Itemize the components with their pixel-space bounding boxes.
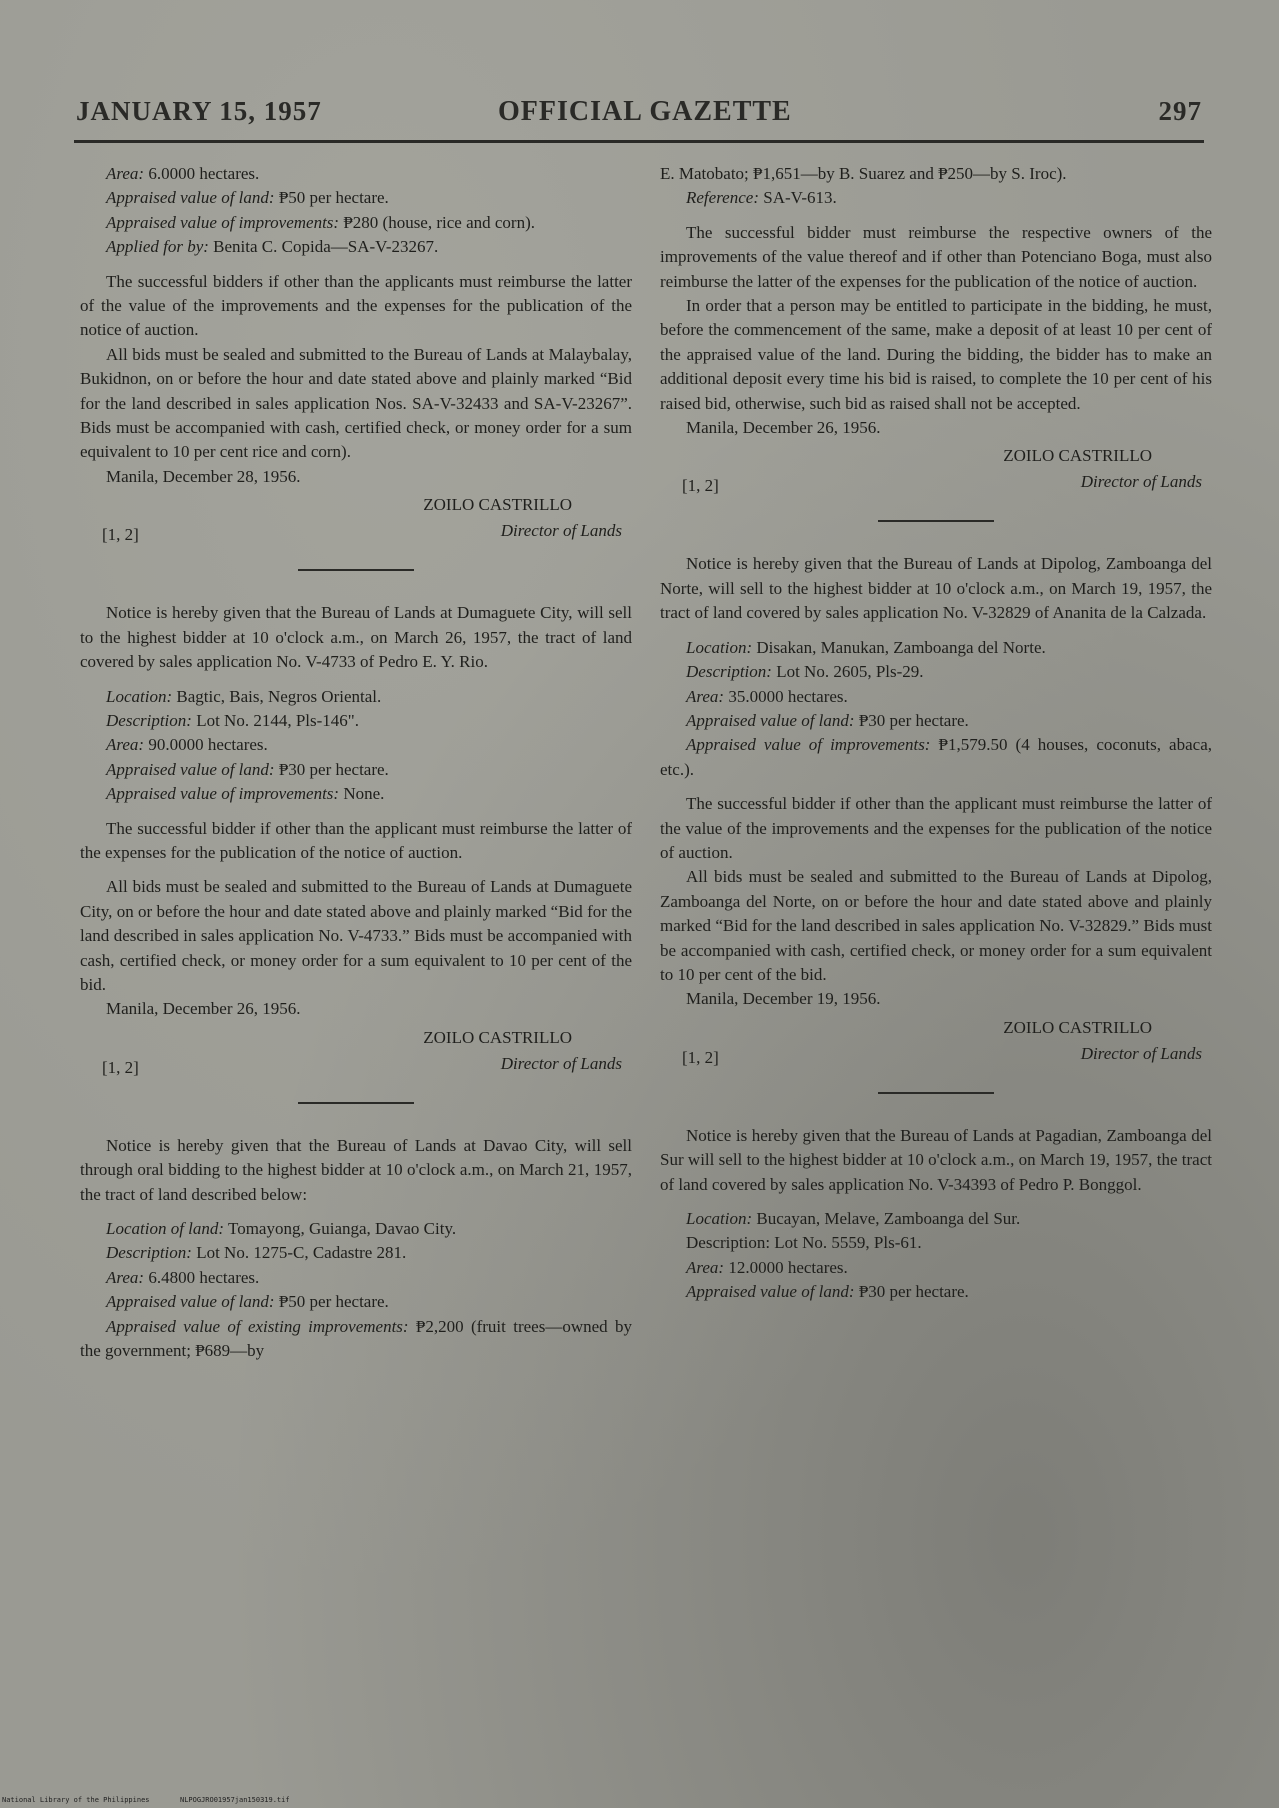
signature-block	[660, 1016, 1212, 1074]
reimburse-paragraph: The successful bidder if other than the applicant must reimburse the latter of the expenses for the publication of the notice of auction.	[80, 818, 632, 862]
land-value-line: Appraised value of land: ₱30 per hectare.	[106, 759, 389, 779]
reference-number: [1, 2]	[102, 525, 139, 545]
description-line: Description: Lot No. 2144, Pls-146".	[106, 710, 359, 730]
notice-separator	[298, 569, 414, 571]
signatory-title: Director of Lands	[500, 521, 622, 541]
location-line: Location: Bucayan, Melave, Zamboanga del Sur.	[686, 1209, 1021, 1228]
reference-number: [1, 2]	[682, 476, 719, 496]
bids-paragraph: All bids must be sealed and submitted to the Bureau of Lands at Dipolog, Zamboanga del Norte, on or before the hour and date stated above and plainly marked “Bid for the land described in sales application No. V-32829.” Bids must be accompanied with cash, certified check, or money order for a sum equivalent to 10 per cent of the bid.	[660, 867, 1212, 984]
signatory-name: ZOILO CASTRILLO	[423, 1027, 572, 1047]
notice-davao	[80, 1134, 632, 1364]
improvements-continued: E. Matobato; ₱1,651—by B. Suarez and ₱250—by S. Iroc).	[660, 164, 1067, 183]
improvements-value-line: Appraised value of improvements: ₱1,579.50 (4 houses, coconuts, abaca, etc.).	[660, 735, 1212, 779]
notice-pagadian	[660, 1124, 1212, 1305]
notice-intro: Notice is hereby given that the Bureau of Lands at Dumaguete City, will sell to the highest bidder at 10 o'clock a.m., on March 26, 1957, the tract of land covered by sales application No. V-4733 of Pedro E. Y. Rio.	[80, 603, 632, 672]
reference-number: [1, 2]	[102, 1057, 139, 1077]
description-line: Description: Lot No. 5559, Pls-61.	[686, 1233, 922, 1253]
notice-separator	[878, 1092, 994, 1094]
improvements-value-line: Appraised value of improvements: ₱280 (house, rice and corn).	[106, 212, 535, 232]
notice-malaybalay-continued	[80, 162, 632, 551]
signatory-title: Director of Lands	[500, 1053, 622, 1073]
deposit-paragraph: In order that a person may be entitled to participate in the bidding, he must, before the commencement of the same, make a deposit of at least 10 per cent of the appraised value of the land. During the bidding, the bidder has to make an additional deposit every time his bid is raised, to complete the 10 per cent of his raised bid, otherwise, such bid as raised shall not be accepted.	[660, 296, 1212, 413]
area-line: Area: 35.0000 hectares.	[686, 686, 848, 706]
bids-paragraph: All bids must be sealed and submitted to the Bureau of Lands at Malaybalay, Bukidnon, on or before the hour and date stated above and plainly marked “Bid for the land described in sales application Nos. SA-V-32433 and SA-V-23267”. Bids must be accompanied with cash, certified check, or money order for a sum equivalent to 10 per cent rice and corn).	[80, 344, 632, 462]
notice-dumaguete	[80, 601, 632, 1084]
signature-block	[80, 493, 632, 551]
notice-separator	[878, 520, 994, 522]
signatory-name: ZOILO CASTRILLO	[1003, 1017, 1152, 1037]
signatory-title: Director of Lands	[1080, 472, 1202, 492]
page-header	[76, 96, 1202, 140]
header-title: OFFICIAL GAZETTE	[498, 96, 792, 127]
reimburse-paragraph: The successful bidders if other than the applicants must reimburse the latter of the value of the improvements and the expenses for the publication of the notice of auction.	[80, 271, 632, 340]
signatory-name: ZOILO CASTRILLO	[1003, 446, 1152, 466]
description-line: Description: Lot No. 1275-C, Cadastre 281.	[106, 1243, 407, 1263]
reference-line: Reference: SA-V-613.	[686, 188, 837, 208]
header-rule	[74, 140, 1204, 143]
left-column	[80, 162, 632, 1762]
area-line: Area: 12.0000 hectares.	[686, 1257, 848, 1277]
land-value-line: Appraised value of land: ₱50 per hectare.	[106, 1292, 389, 1312]
notice-davao-continued	[660, 162, 1212, 502]
footer-library: National Library of the Philippines	[2, 1796, 150, 1804]
location-line: Location: Bagtic, Bais, Negros Oriental.	[106, 686, 382, 706]
bids-paragraph: All bids must be sealed and submitted to the Bureau of Lands at Dumaguete City, on or before the hour and date stated above and plainly marked “Bid for the land described in sales application No. V-4733.” Bids must be accompanied with cash, certified check, or money order for a sum equivalent to 10 per cent of the bid.	[80, 877, 632, 994]
notice-date: Manila, December 19, 1956.	[686, 989, 881, 1009]
applied-for-line: Applied for by: Benita C. Copida—SA-V-23267.	[106, 237, 439, 257]
signatory-name: ZOILO CASTRILLO	[423, 495, 572, 515]
right-column	[660, 162, 1212, 1762]
improvements-value-line: Appraised value of improvements: None.	[106, 784, 385, 804]
footer-filename: NLPOGJRO01957jan150319.tif	[180, 1796, 290, 1804]
scan-footer	[2, 1796, 602, 1808]
area-line: Area: 90.0000 hectares.	[106, 735, 268, 755]
notice-date: Manila, December 28, 1956.	[106, 466, 301, 486]
reimburse-paragraph: The successful bidder must reimburse the respective owners of the improvements of the value thereof and if other than Potenciano Boga, must also reimburse the latter of the expenses for the publication of the notice of auction.	[660, 222, 1212, 291]
signatory-title: Director of Lands	[1080, 1043, 1202, 1063]
notice-dipolog	[660, 552, 1212, 1073]
notice-intro: Notice is hereby given that the Bureau of Lands at Dipolog, Zamboanga del Norte, will sell to the highest bidder at 10 o'clock a.m., on March 19, 1957, the tract of land covered by sales application No. V-32829 of Ananita de la Calzada.	[660, 554, 1212, 623]
location-line: Location of land: Tomayong, Guianga, Davao City.	[106, 1219, 457, 1238]
header-page-number: 297	[1158, 96, 1202, 126]
reference-number: [1, 2]	[682, 1047, 719, 1067]
header-date: JANUARY 15, 1957	[76, 96, 322, 126]
area-line: Area: 6.4800 hectares.	[106, 1267, 260, 1287]
notice-date: Manila, December 26, 1956.	[686, 418, 881, 438]
land-value-line: Appraised value of land: ₱50 per hectare.	[106, 188, 389, 208]
signature-block	[80, 1026, 632, 1084]
notice-date: Manila, December 26, 1956.	[106, 999, 301, 1019]
description-line: Description: Lot No. 2605, Pls-29.	[686, 662, 924, 682]
notice-separator	[298, 1102, 414, 1104]
notice-intro: Notice is hereby given that the Bureau of Lands at Davao City, will sell through oral bidding to the highest bidder at 10 o'clock a.m., on March 21, 1957, the tract of land described below:	[80, 1135, 632, 1204]
signature-block	[660, 444, 1212, 502]
land-value-line: Appraised value of land: ₱30 per hectare.	[686, 710, 969, 730]
improvements-value-line: Appraised value of existing improvements: ₱2,200 (fruit trees—owned by the government; ₱689—by	[80, 1316, 632, 1361]
location-line: Location: Disakan, Manukan, Zamboanga del Norte.	[686, 637, 1046, 657]
land-value-line: Appraised value of land: ₱30 per hectare.	[686, 1282, 969, 1302]
area-line: Area: 6.0000 hectares.	[106, 164, 260, 183]
reimburse-paragraph: The successful bidder if other than the applicant must reimburse the latter of the value of the improvements and the expenses for the publication of the notice of auction.	[660, 794, 1212, 862]
notice-intro: Notice is hereby given that the Bureau of Lands at Pagadian, Zamboanga del Sur will sell to the highest bidder at 10 o'clock a.m., on March 19, 1957, the tract of land covered by sales application No. V-34393 of Pedro P. Bonggol.	[660, 1125, 1212, 1194]
